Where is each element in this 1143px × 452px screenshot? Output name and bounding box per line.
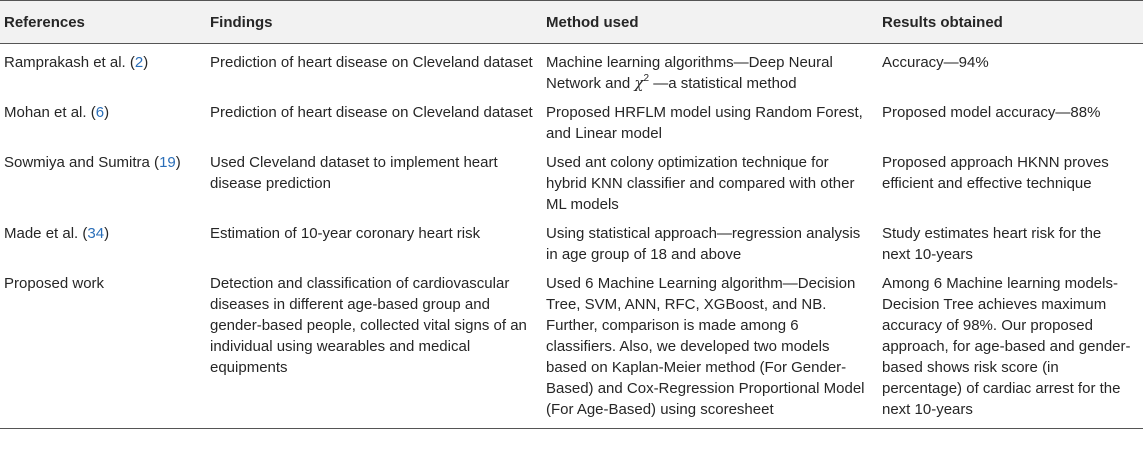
chi-symbol: χ: [634, 74, 644, 92]
cell-method: Used 6 Machine Learning algorithm—Decision Tree, SVM, ANN, RFC, XGBoost, and NB. Further, comparison is made among 6 classifiers. Also, we developed two models based on Kaplan-Meier method (For Gender-Based) and Cox-Regression Proportional Model (For Age-Based) using scoresheet: [546, 265, 882, 429]
table-row: [0, 94, 1143, 144]
table-row: [0, 44, 1143, 95]
table-body: [0, 44, 1143, 429]
reference-link[interactable]: 6: [95, 104, 105, 121]
header-findings: Findings: [210, 1, 546, 44]
cell-method: Using statistical approach—regression analysis in age group of 18 and above: [546, 225, 861, 263]
table-row: [0, 265, 1143, 429]
cell-reference: [0, 215, 210, 265]
table-row: [0, 215, 1143, 265]
cell-results: Among 6 Machine learning models-Decision Tree achieves maximum accuracy of 98%. Our proposed approach, for age-based and gender-based shows risk score (in percentage) of cardiac arrest for the next 10-years: [882, 265, 1143, 429]
cell-findings: Estimation of 10-year coronary heart risk: [210, 225, 481, 242]
header-method: Method used: [546, 1, 882, 44]
cell-method: Used ant colony optimization technique for hybrid KNN classifier and compared with other ML models: [546, 154, 855, 213]
cell-reference: [0, 94, 210, 144]
reference-name: Ramprakash et al. (: [4, 54, 135, 71]
reference-name: Made et al. (: [4, 225, 88, 242]
cell-reference: [0, 44, 210, 95]
reference-link[interactable]: 19: [159, 154, 176, 171]
cell-findings: Prediction of heart disease on Cleveland dataset: [210, 54, 533, 71]
chi-superscript: 2: [643, 73, 650, 84]
table-header: [0, 1, 1143, 44]
cell-results: Accuracy—94%: [882, 54, 989, 71]
header-row: [0, 1, 1143, 44]
cell-findings: Used Cleveland dataset to implement heart disease prediction: [210, 154, 498, 192]
method-text: Machine learning algorithms—Deep Neural Network and: [546, 54, 833, 92]
cell-reference: [0, 144, 210, 215]
table-row: [0, 144, 1143, 215]
cell-method: Proposed HRFLM model using Random Forest, and Linear model: [546, 104, 863, 142]
header-references: References: [0, 1, 210, 44]
cell-results: Study estimates heart risk for the next 10-years: [882, 225, 1102, 263]
cell-findings: Prediction of heart disease on Cleveland dataset: [210, 104, 533, 121]
cell-method: [546, 44, 882, 95]
reference-close: ): [143, 54, 149, 71]
method-text-tail: —a statistical method: [649, 75, 797, 92]
reference-link[interactable]: 2: [134, 54, 144, 71]
reference-name: Mohan et al. (: [4, 104, 96, 121]
reference-close: ): [104, 225, 110, 242]
cell-results: Proposed model accuracy—88%: [882, 104, 1101, 121]
cell-reference: Proposed work: [0, 265, 210, 429]
cell-findings: Detection and classification of cardiovascular diseases in different age-based group and gender-based people, collected vital signs of an individual using wearables and medical equipments: [210, 265, 546, 429]
header-results: Results obtained: [882, 1, 1143, 44]
reference-close: ): [175, 154, 181, 171]
reference-link[interactable]: 34: [87, 225, 105, 242]
cell-results: Proposed approach HKNN proves efficient and effective technique: [882, 154, 1109, 192]
reference-close: ): [104, 104, 110, 121]
reference-name: Sowmiya and Sumitra (: [4, 154, 160, 171]
